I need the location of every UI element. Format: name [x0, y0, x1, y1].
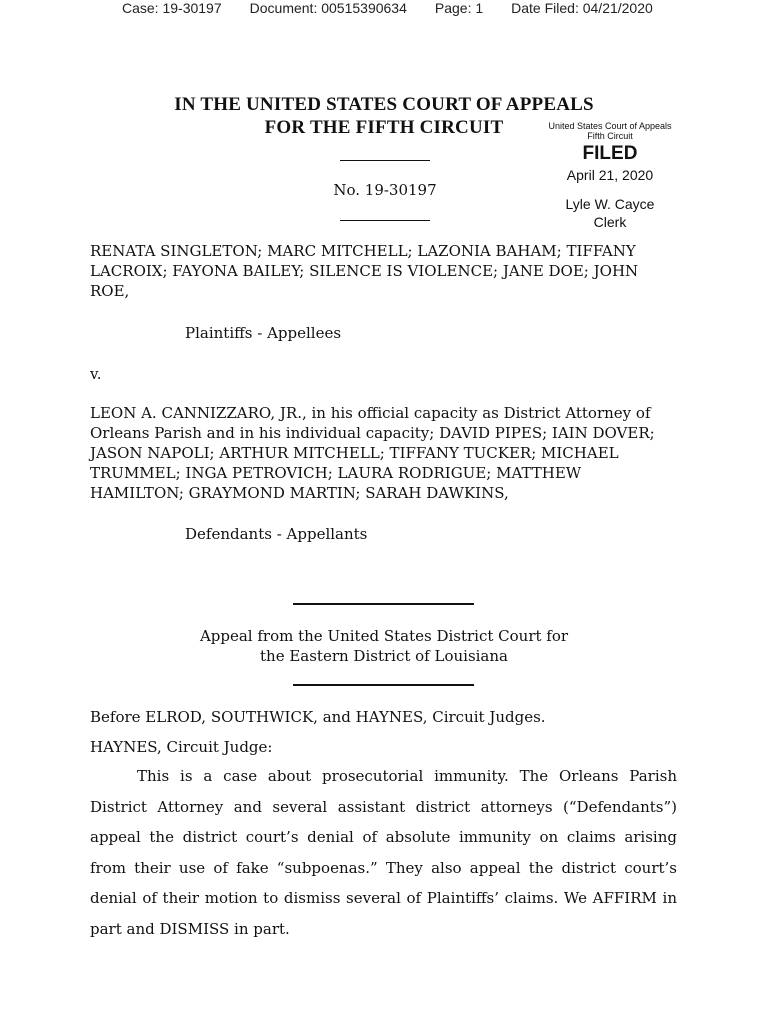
appeal-line2: the Eastern District of Louisiana [260, 647, 508, 665]
court-title-line2: FOR THE FIFTH CIRCUIT [264, 117, 504, 138]
stamp-clerk-name: Lyle W. Cayce [565, 196, 655, 212]
versus: v. [90, 365, 102, 383]
stamp-date: April 21, 2020 [566, 167, 654, 183]
opening-paragraph: This is a case about prosecutorial immunity. The Orleans Parish District Attorney and several assistant district attorneys (“Defendants”) appeal the district court’s denial of absolute immunity on claims arising from their use of fake “subpoenas.” They also appeal the district court’s denial of their motion to dismiss several of Plaintiffs’ claims. We AFFIRM in part and DISMISS in part. [90, 767, 677, 938]
stamp-clerk-title: Clerk [593, 214, 627, 230]
stamp-court-line1: United States Court of Appeals [548, 121, 672, 131]
plaintiffs-role: Plaintiffs - Appellees [185, 324, 342, 342]
date-filed: Date Filed: 04/21/2020 [511, 0, 653, 16]
case-number: Case: 19-30197 [122, 0, 222, 16]
docket-rule-bottom [340, 220, 430, 221]
defendants-role: Defendants - Appellants [185, 525, 368, 543]
defendants-names: LEON A. CANNIZZARO, JR., in his official capacity as District Attorney of Orleans Parish and in his individual capacity; DAVID PIPES; IAIN DOVER; JASON NAPOLI; ARTHUR MITCHELL; TIFFANY TUCKER; MICHAEL TRUMMEL; INGA PETROVICH; LAURA RODRIGUE; MATTHEW HAMILTON; GRAYMOND MARTIN; SARAH DAWKINS, [90, 404, 655, 502]
filing-header [122, 0, 722, 20]
document-number: Document: 00515390634 [249, 0, 407, 16]
panel: Before ELROD, SOUTHWICK, and HAYNES, Circuit Judges. [90, 708, 546, 726]
docket-rule-top [340, 160, 430, 161]
court-title-line1: IN THE UNITED STATES COURT OF APPEALS [174, 94, 594, 115]
appeal-line1: Appeal from the United States District Court for [199, 627, 569, 645]
stamp-court-line2: Fifth Circuit [587, 131, 633, 141]
page-number: Page: 1 [434, 0, 484, 16]
docket-number: No. 19-30197 [333, 181, 437, 199]
stamp-filed: FILED [582, 143, 638, 164]
appeal-rule-bottom [293, 684, 474, 686]
plaintiffs-names: RENATA SINGLETON; MARC MITCHELL; LAZONIA BAHAM; TIFFANY LACROIX; FAYONA BAILEY; SILENCE IS VIOLENCE; JANE DOE; JOHN ROE, [90, 242, 639, 300]
appeal-rule-top [293, 603, 474, 605]
opinion-author: HAYNES, Circuit Judge: [90, 738, 273, 756]
appeal-origin [134, 626, 634, 666]
stamp-clerk [540, 195, 680, 231]
stamp-court [540, 121, 680, 141]
